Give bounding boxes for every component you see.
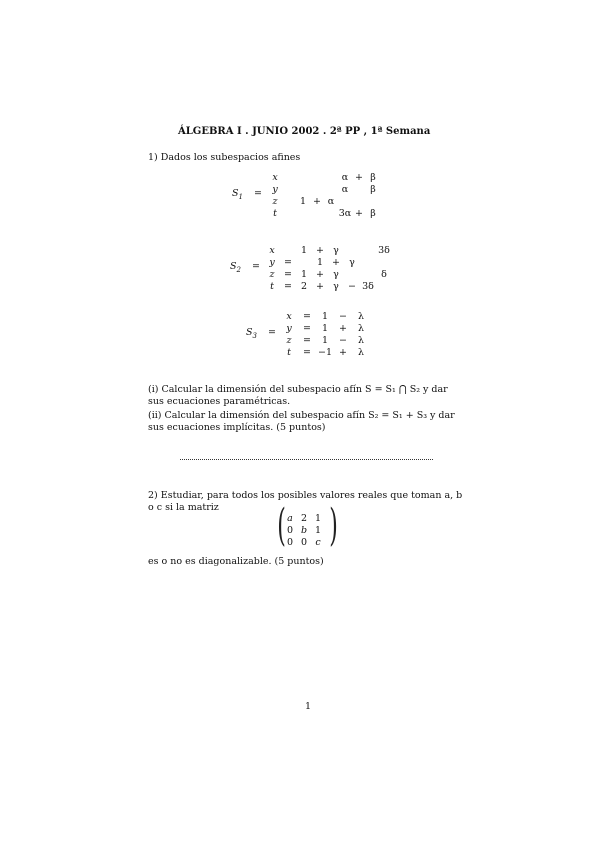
matrix-cell: 0: [300, 537, 308, 548]
s2-cell: 1: [316, 257, 324, 268]
s2-equals: =: [252, 261, 260, 272]
s3-cell: λ: [357, 311, 365, 322]
problem-2-closing: es o no es diagonalizable. (5 puntos): [148, 556, 324, 567]
s1-cell: x: [272, 172, 278, 183]
s1-cell: β: [370, 172, 376, 183]
matrix-cell: c: [315, 537, 321, 548]
s3-cell: 1: [321, 323, 329, 334]
s2-cell: =: [284, 269, 292, 280]
s3-cell: −1: [318, 347, 333, 358]
section-divider: [180, 459, 433, 460]
s2-cell: =: [284, 281, 292, 292]
s3-cell: =: [303, 323, 311, 334]
matrix-cell: a: [287, 513, 293, 524]
s1-cell: α: [327, 196, 335, 207]
s1-cell: +: [355, 172, 363, 183]
s2-cell: +: [316, 245, 324, 256]
s1-label: $S_1$: [232, 188, 243, 201]
s3-cell: λ: [357, 347, 365, 358]
s1-cell: t: [273, 208, 277, 219]
s3-cell: t: [287, 347, 291, 358]
s2-cell: +: [316, 281, 324, 292]
s2-cell: 3δ: [378, 245, 390, 256]
s3-cell: −: [339, 335, 347, 346]
s2-label: $S_2$: [230, 261, 241, 274]
s1-cell: +: [313, 196, 321, 207]
s1-cell: α: [341, 184, 349, 195]
s3-cell: =: [303, 347, 311, 358]
s2-cell: =: [284, 257, 292, 268]
matrix-cell: 1: [314, 513, 322, 524]
problem-2-intro: 2) Estudiar, para todos los posibles valores reales que toman a, b o c si la matriz: [148, 490, 463, 513]
s2-cell: δ: [381, 269, 387, 280]
matrix-cell: 0: [286, 537, 294, 548]
s3-cell: λ: [357, 323, 365, 334]
s3-cell: z: [286, 335, 292, 346]
page-title: ÁLGEBRA I . JUNIO 2002 . 2ª PP , 1ª Semana: [178, 126, 431, 137]
s1-cell: α: [341, 172, 349, 183]
matrix-cell: b: [300, 525, 308, 536]
s1-equals: =: [254, 188, 262, 199]
s3-label: $S_3$: [246, 327, 257, 340]
s2-cell: +: [316, 269, 324, 280]
page-number: 1: [305, 701, 312, 712]
s3-cell: y: [286, 323, 292, 334]
s2-cell: y: [269, 257, 275, 268]
s3-cell: =: [303, 311, 311, 322]
s1-cell: z: [272, 196, 278, 207]
s3-cell: λ: [357, 335, 365, 346]
s3-cell: 1: [321, 335, 329, 346]
matrix-left-paren: (: [277, 500, 286, 551]
matrix-right-paren: ): [329, 500, 338, 551]
s2-cell: 1: [300, 245, 308, 256]
s3-cell: +: [339, 347, 347, 358]
problem-1-intro: 1) Dados los subespacios afines: [148, 152, 301, 163]
s3-cell: −: [339, 311, 347, 322]
s3-cell: +: [339, 323, 347, 334]
s1-cell: 3α: [338, 208, 352, 219]
s3-cell: 1: [321, 311, 329, 322]
s2-cell: t: [270, 281, 274, 292]
s1-cell: y: [272, 184, 278, 195]
s2-cell: z: [269, 269, 275, 280]
s3-equals: =: [268, 327, 276, 338]
matrix-cell: 1: [314, 525, 322, 536]
s2-cell: 3δ: [362, 281, 374, 292]
s3-cell: =: [303, 335, 311, 346]
s1-cell: +: [355, 208, 363, 219]
s2-cell: γ: [349, 257, 355, 268]
matrix-cell: 0: [286, 525, 294, 536]
s2-cell: γ: [333, 281, 339, 292]
s2-cell: 1: [300, 269, 308, 280]
matrix: [277, 500, 339, 552]
s3-cell: x: [286, 311, 292, 322]
s2-cell: γ: [333, 269, 339, 280]
matrix-cell: 2: [300, 513, 308, 524]
s1-cell: β: [370, 208, 376, 219]
s2-cell: 2: [300, 281, 308, 292]
s1-cell: β: [370, 184, 376, 195]
s2-cell: +: [332, 257, 340, 268]
s2-cell: γ: [333, 245, 339, 256]
problem-1-part-i: (i) Calcular la dimensión del subespacio afín S = S₁ ⋂ S₂ y dar sus ecuaciones paramétricas.: [148, 384, 448, 407]
s2-cell: −: [348, 281, 356, 292]
s2-cell: x: [269, 245, 275, 256]
problem-1-part-ii: (ii) Calcular la dimensión del subespacio afín S₂ = S₁ + S₃ y dar sus ecuaciones implícitas. (5 puntos): [148, 410, 455, 433]
s1-cell: 1: [299, 196, 307, 207]
